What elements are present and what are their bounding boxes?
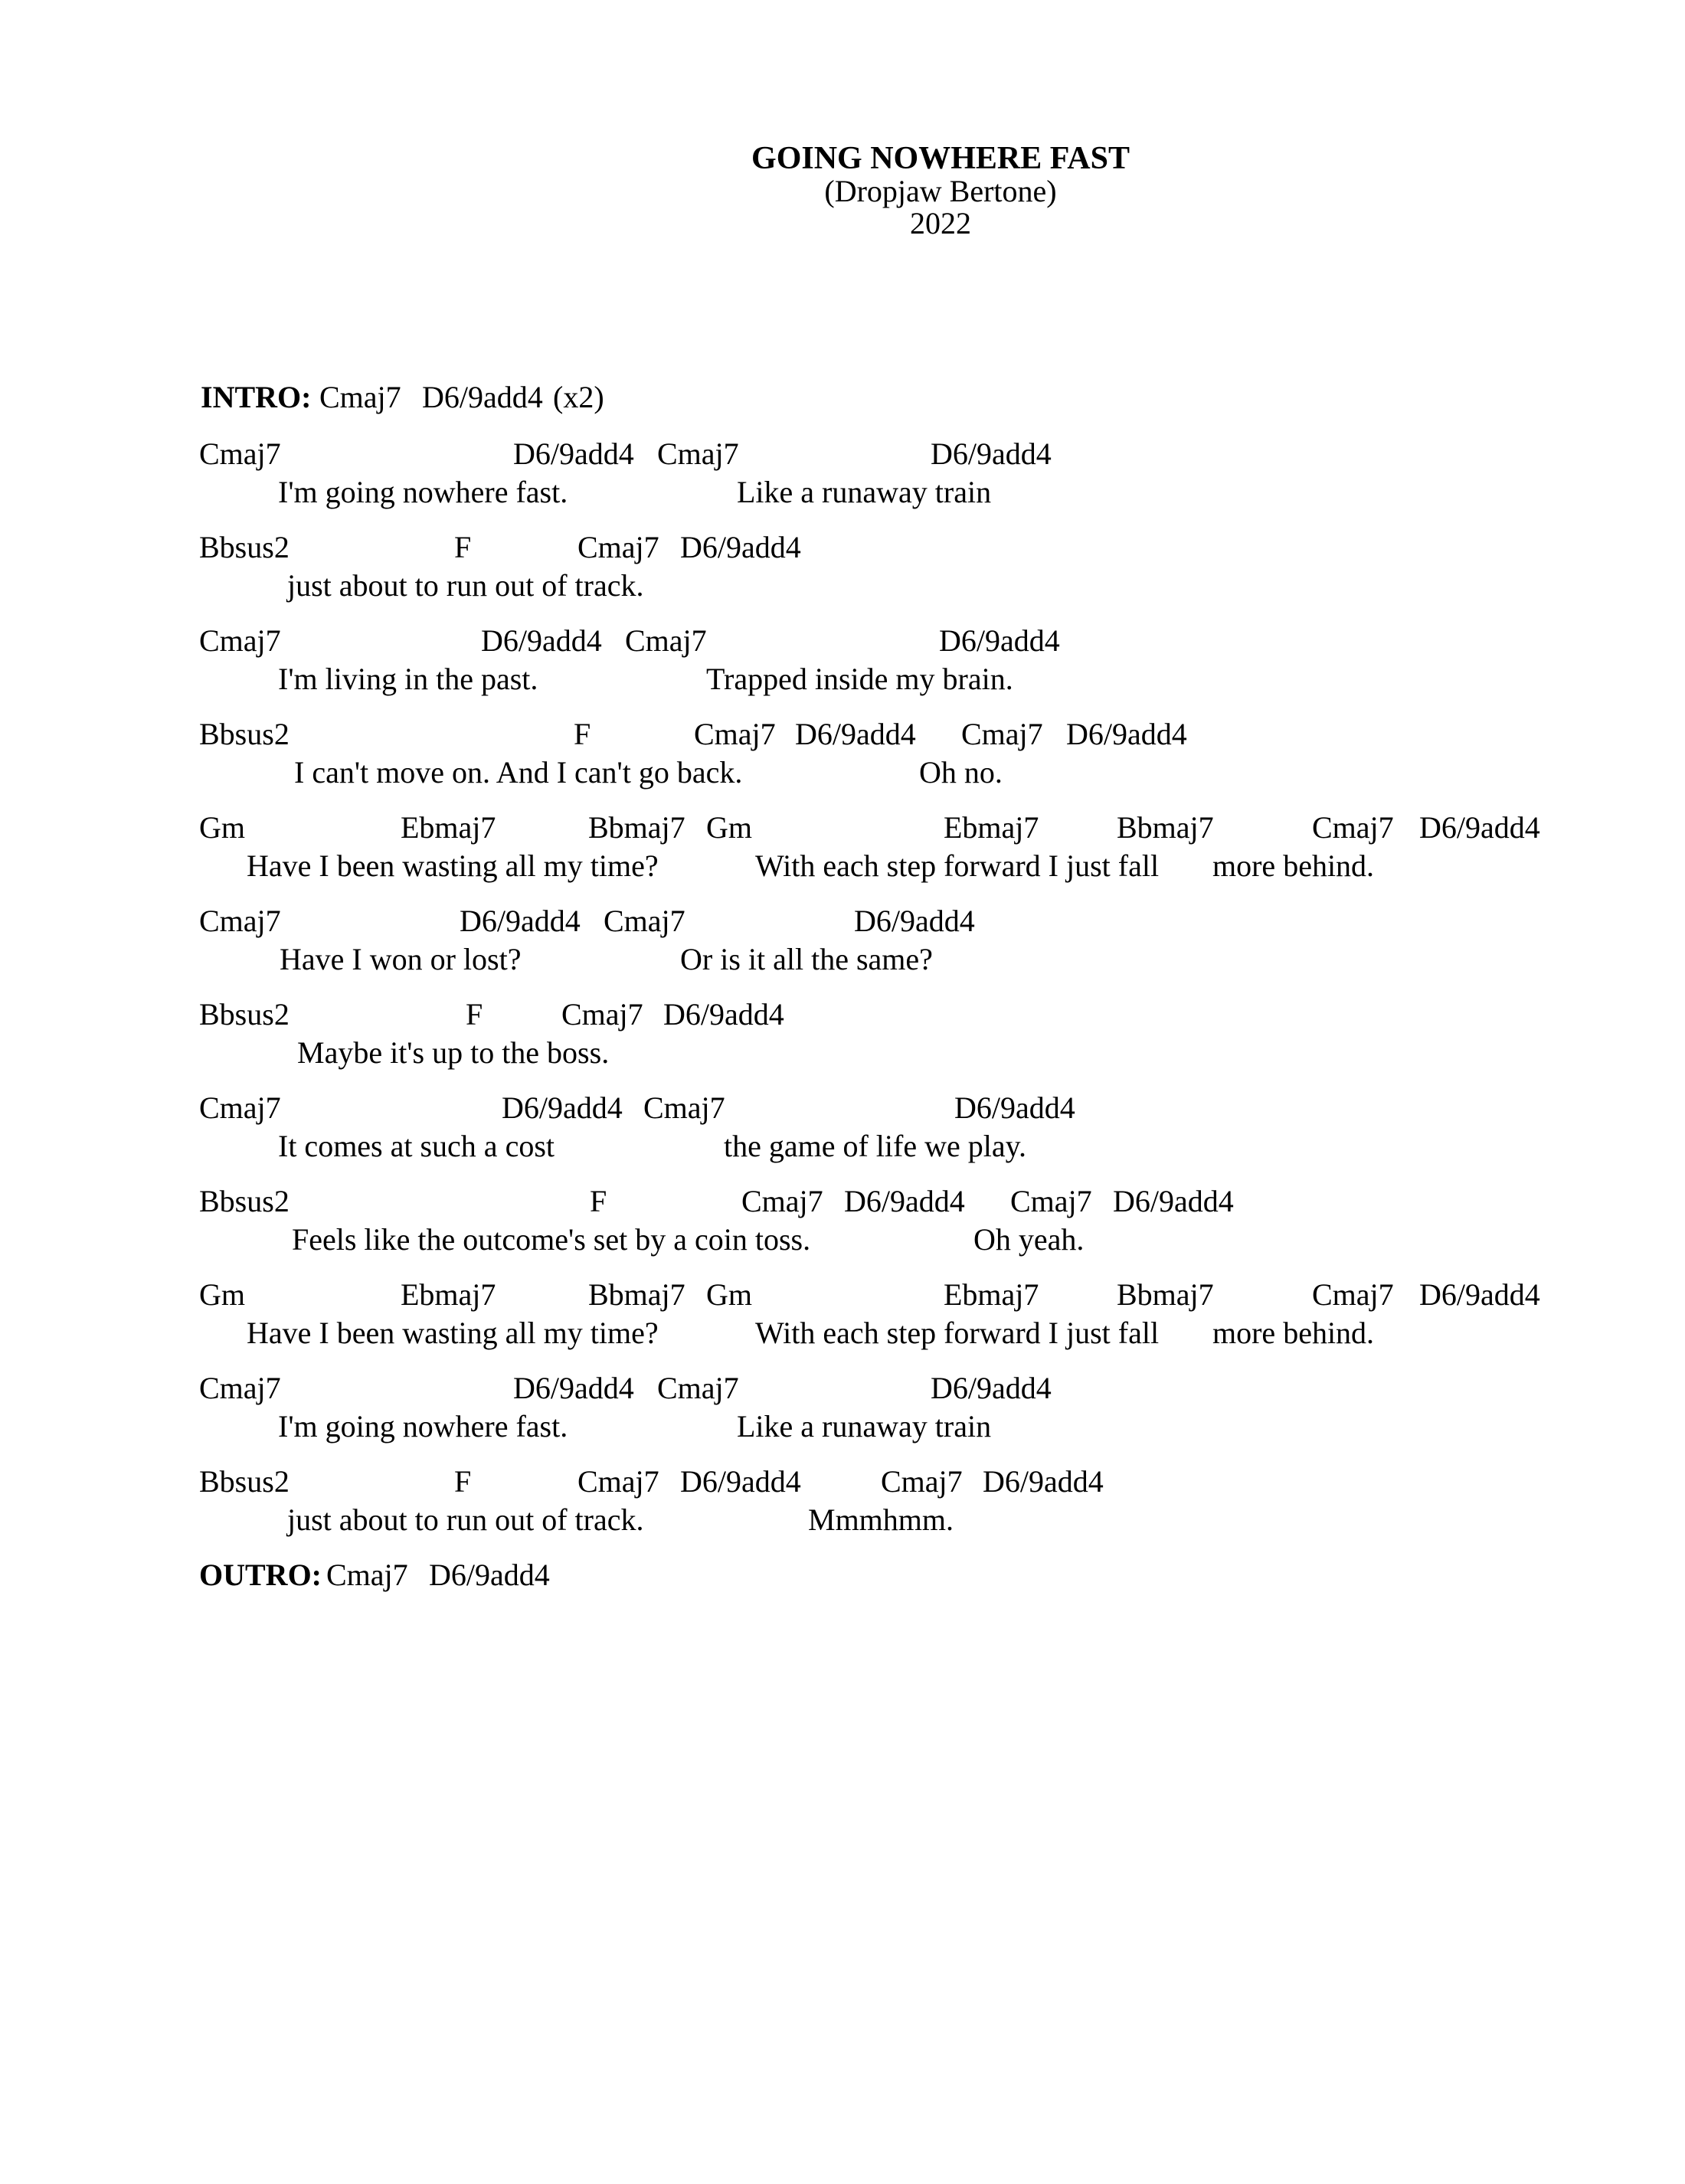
- lyric-phrase: Oh yeah.: [973, 1222, 1085, 1257]
- chord: Gm: [199, 810, 245, 845]
- lyric-phrase: Oh no.: [919, 755, 1003, 790]
- chord: Bbmaj7: [1117, 1277, 1214, 1312]
- chord: D6/9add4: [795, 717, 916, 751]
- lyric-phrase: Like a runaway train: [737, 1409, 992, 1443]
- chord: Cmaj7: [1312, 1277, 1394, 1312]
- chord: D6/9add4: [422, 380, 543, 414]
- chord: D6/9add4: [680, 1464, 801, 1499]
- chord: Cmaj7: [199, 1090, 281, 1125]
- chord: Cmaj7: [625, 623, 707, 658]
- lyric-phrase: Maybe it's up to the boss.: [297, 1035, 610, 1070]
- lyric-phrase: Have I won or lost?: [280, 942, 522, 976]
- lyric-phrase: just about to run out of track.: [287, 568, 644, 603]
- chord: Cmaj7: [199, 436, 281, 471]
- chord: Cmaj7: [1312, 810, 1394, 845]
- chord: Bbsus2: [199, 997, 290, 1032]
- chord: D6/9add4: [954, 1090, 1075, 1125]
- chord: D6/9add4: [854, 904, 975, 938]
- chord: Cmaj7: [577, 1464, 659, 1499]
- lyric-phrase: I'm going nowhere fast.: [278, 1409, 568, 1443]
- chord: D6/9add4: [931, 1371, 1052, 1405]
- chord: Bbsus2: [199, 530, 290, 564]
- chord: Cmaj7: [881, 1464, 963, 1499]
- lyric-phrase: more behind.: [1212, 848, 1375, 883]
- chord: Cmaj7: [326, 1558, 408, 1592]
- section-label-intro: INTRO:: [201, 380, 312, 414]
- chord: Cmaj7: [643, 1090, 725, 1125]
- chord: F: [590, 1184, 607, 1218]
- lyric-phrase: With each step forward I just fall: [755, 1316, 1160, 1350]
- chord: Bbsus2: [199, 717, 290, 751]
- chord: D6/9add4: [844, 1184, 965, 1218]
- lyric-phrase: I can't move on. And I can't go back.: [294, 755, 743, 790]
- chord: Cmaj7: [961, 717, 1043, 751]
- lyric-phrase: I'm living in the past.: [278, 662, 538, 696]
- section-label-outro: OUTRO:: [199, 1558, 322, 1592]
- chord: D6/9add4: [939, 623, 1060, 658]
- chord: Gm: [199, 1277, 245, 1312]
- lyric-phrase: Trapped inside my brain.: [706, 662, 1013, 696]
- lyric-phrase: I'm going nowhere fast.: [278, 475, 568, 509]
- chord: D6/9add4: [931, 436, 1052, 471]
- chord: Cmaj7: [657, 1371, 739, 1405]
- chord: D6/9add4: [429, 1558, 550, 1592]
- chord: Cmaj7: [604, 904, 685, 938]
- chord: Bbmaj7: [588, 1277, 685, 1312]
- repeat-marker: (x2): [553, 380, 604, 414]
- chord: D6/9add4: [481, 623, 602, 658]
- chord: Cmaj7: [577, 530, 659, 564]
- chord: Ebmaj7: [944, 1277, 1039, 1312]
- page-title: GOING NOWHERE FAST: [751, 141, 1130, 176]
- chord: Gm: [706, 1277, 752, 1312]
- chord: Ebmaj7: [401, 1277, 496, 1312]
- chord: Cmaj7: [319, 380, 401, 414]
- chord: Cmaj7: [657, 436, 739, 471]
- chord: D6/9add4: [460, 904, 581, 938]
- chord: F: [574, 717, 591, 751]
- chord: D6/9add4: [1419, 1277, 1540, 1312]
- chord: Cmaj7: [199, 904, 281, 938]
- lyric-phrase: Or is it all the same?: [680, 942, 933, 976]
- lyric-phrase: more behind.: [1212, 1316, 1375, 1350]
- chord: Gm: [706, 810, 752, 845]
- artist-name: (Dropjaw Bertone): [824, 174, 1057, 208]
- chord: Ebmaj7: [401, 810, 496, 845]
- lyric-phrase: Like a runaway train: [737, 475, 992, 509]
- lyric-phrase: the game of life we play.: [724, 1129, 1027, 1163]
- chord: D6/9add4: [983, 1464, 1104, 1499]
- chord: Ebmaj7: [944, 810, 1039, 845]
- chord: Bbmaj7: [588, 810, 685, 845]
- chord: D6/9add4: [502, 1090, 623, 1125]
- chord: D6/9add4: [513, 1371, 634, 1405]
- chord: Cmaj7: [199, 623, 281, 658]
- chord: Bbsus2: [199, 1184, 290, 1218]
- chord: F: [454, 1464, 472, 1499]
- lyric-phrase: just about to run out of track.: [287, 1502, 644, 1537]
- year: 2022: [910, 206, 971, 240]
- chord: D6/9add4: [513, 436, 634, 471]
- chord: D6/9add4: [1113, 1184, 1234, 1218]
- chord: Cmaj7: [561, 997, 643, 1032]
- chord: Cmaj7: [199, 1371, 281, 1405]
- lyric-phrase: Mmmhmm.: [808, 1502, 954, 1537]
- chord: Cmaj7: [694, 717, 776, 751]
- chord: D6/9add4: [663, 997, 784, 1032]
- lyric-phrase: Have I been wasting all my time?: [247, 848, 659, 883]
- chord: F: [454, 530, 472, 564]
- chord: D6/9add4: [1066, 717, 1187, 751]
- chord: D6/9add4: [1419, 810, 1540, 845]
- lyric-phrase: Feels like the outcome's set by a coin toss.: [292, 1222, 811, 1257]
- lyric-phrase: With each step forward I just fall: [755, 848, 1160, 883]
- chord: Cmaj7: [741, 1184, 823, 1218]
- chord: Bbsus2: [199, 1464, 290, 1499]
- lyric-phrase: It comes at such a cost: [278, 1129, 555, 1163]
- lyric-phrase: Have I been wasting all my time?: [247, 1316, 659, 1350]
- chord: Bbmaj7: [1117, 810, 1214, 845]
- chord: D6/9add4: [680, 530, 801, 564]
- chord: Cmaj7: [1010, 1184, 1092, 1218]
- chord: F: [466, 997, 483, 1032]
